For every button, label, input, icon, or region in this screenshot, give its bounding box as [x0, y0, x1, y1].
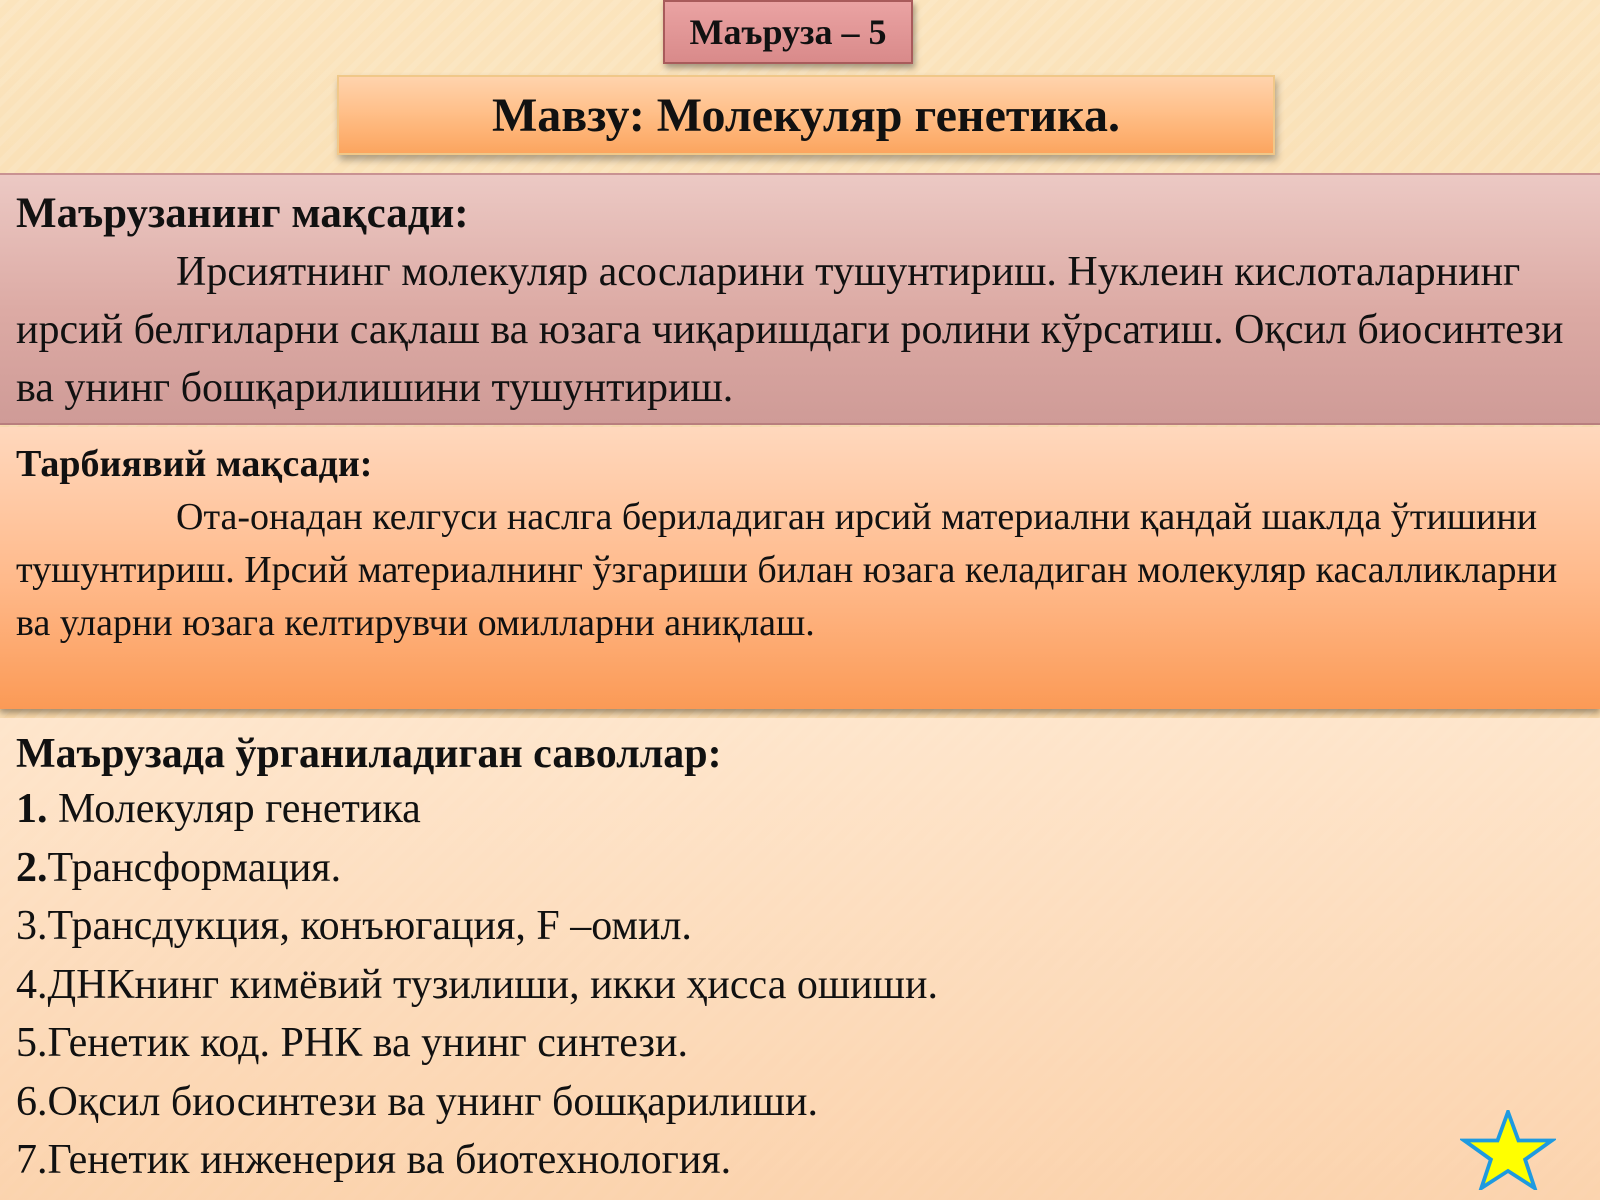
star-icon[interactable]: [1460, 1110, 1556, 1190]
question-item: [16, 780, 1584, 839]
question-text: Молекуляр генетика: [47, 786, 421, 832]
topic-title: Мавзу: Молекуляр генетика.: [337, 75, 1275, 155]
question-text: Трансдукция, конъюгация, F –омил.: [47, 903, 692, 949]
question-item: [16, 897, 1584, 956]
questions-heading: Маърузада ўрганиладиган саволлар:: [16, 731, 722, 777]
question-item: [16, 1131, 1584, 1190]
question-text: Трансформация.: [47, 844, 342, 891]
question-number: 4.: [16, 961, 48, 1008]
question-number: 6.: [16, 1078, 48, 1125]
lecture-goal-section: [0, 173, 1600, 425]
lecture-number-badge: Маъруза – 5: [663, 0, 913, 64]
question-item: [16, 839, 1584, 898]
question-number: 3.: [16, 903, 48, 949]
educational-goal-section: [0, 427, 1600, 709]
question-number: 5.: [16, 1020, 48, 1066]
educational-goal-heading: Тарбиявий мақсади:: [16, 443, 373, 485]
questions-section: [0, 718, 1600, 1200]
question-text: Генетик инженерия ва биотехнология.: [47, 1137, 732, 1183]
educational-goal-text: Ота-онадан келгуси наслга бериладиган ирсий материални қандай шаклда ўтишини тушунтириш. Ирсий материалнинг ўзгариши билан юзага келадиган молекуляр касалликларни ва уларни юзага келтирувчи омилларни аниқлаш.: [16, 496, 1558, 644]
question-text: Оқсил биосинтези ва унинг бошқарилиши.: [47, 1078, 818, 1125]
question-item: [16, 1014, 1584, 1073]
questions-list: [16, 780, 1584, 1190]
question-number: 2.: [16, 844, 48, 891]
star-shape: [1464, 1112, 1552, 1188]
question-item: [16, 956, 1584, 1015]
question-item: [16, 1073, 1584, 1132]
question-text: ДНКнинг кимёвий тузилиши, икки ҳисса ошиши.: [47, 961, 938, 1008]
question-number: 7.: [16, 1137, 48, 1183]
lecture-goal-text: Ирсиятнинг молекуляр асосларини тушунтириш. Нуклеин кислоталарнинг ирсий белгиларни сақлаш ва юзага чиқаришдаги ролини кўрсатиш. Оқсил биосинтези ва унинг бошқарилишини тушунтириш.: [16, 249, 1564, 411]
question-text: Генетик код. РНК ва унинг синтези.: [47, 1020, 688, 1066]
lecture-goal-heading: Маърузанинг мақсади:: [16, 190, 469, 237]
question-number: 1.: [16, 786, 48, 832]
